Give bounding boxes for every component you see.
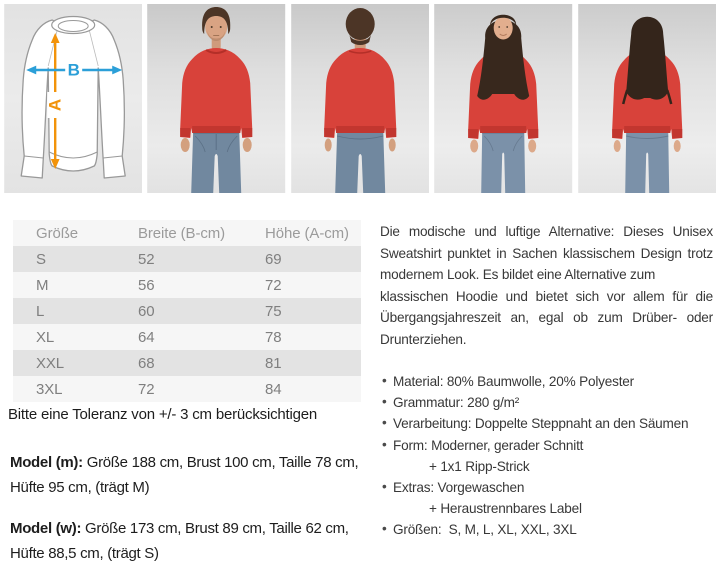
cell-width: 56 xyxy=(138,276,155,294)
male-model-back-photo xyxy=(291,4,429,193)
cell-width: 60 xyxy=(138,302,155,320)
description-line: Die modische und luftige Alternative: Dieses Unisex xyxy=(380,224,713,239)
model-male-text: Größe 188 cm, Brust 100 cm, Taille 78 cm, Hüfte 95 cm, (trägt M) xyxy=(10,454,359,496)
cell-width: 68 xyxy=(138,354,155,372)
male-back-figure xyxy=(291,4,429,193)
product-description xyxy=(380,221,713,541)
female-back-figure xyxy=(578,4,716,193)
model-female-text: Größe 173 cm, Brust 89 cm, Taille 62 cm, Hüfte 88,5 cm, (trägt S) xyxy=(10,520,349,562)
sweatshirt-front xyxy=(181,48,253,138)
cell-height: 78 xyxy=(265,328,282,346)
table-row xyxy=(13,324,361,350)
cell-width: 72 xyxy=(138,380,155,398)
table-row xyxy=(13,298,361,324)
cell-size: S xyxy=(36,250,46,268)
feature-list xyxy=(380,371,713,541)
description-line: modernem Look. Es bildet eine Alternative zum xyxy=(380,267,656,282)
cell-height: 72 xyxy=(265,276,282,294)
cell-size: M xyxy=(36,276,49,294)
col-header-size: Größe xyxy=(36,224,79,242)
feature-extras: • Extras: Vorgewaschen xyxy=(380,477,713,498)
male-model-front-photo xyxy=(147,4,285,193)
height-arrow-label: A xyxy=(45,98,65,112)
table-row xyxy=(13,272,361,298)
female-model-front-photo xyxy=(434,4,572,193)
sweatshirt-outline xyxy=(21,20,125,178)
feature-extras-extra: + Heraustrennbares Label xyxy=(429,501,582,517)
cell-size: 3XL xyxy=(36,380,63,398)
col-header-width: Breite (B-cm) xyxy=(138,224,226,242)
female-model-back-photo xyxy=(578,4,716,193)
table-row xyxy=(13,376,361,402)
feature-grammage: • Grammatur: 280 g/m² xyxy=(380,392,713,413)
cell-size: L xyxy=(36,302,45,320)
cell-size: XL xyxy=(36,328,55,346)
description-line: Sweatshirt punktet in Sachen klassischem Design trotz xyxy=(380,245,713,261)
tolerance-note: Bitte eine Toleranz von +/- 3 cm berücksichtigen xyxy=(8,406,318,423)
size-table xyxy=(13,220,361,402)
cell-height: 69 xyxy=(265,250,282,268)
feature-workmanship: • Verarbeitung: Doppelte Steppnaht an den Säumen xyxy=(380,413,713,434)
model-female-measurements xyxy=(10,516,372,566)
col-header-height: Höhe (A-cm) xyxy=(265,224,349,242)
table-row xyxy=(13,246,361,272)
size-diagram-image xyxy=(4,4,142,193)
table-row xyxy=(13,350,361,376)
cell-height: 84 xyxy=(265,380,282,398)
description-line: Übergangsjahreszeit an, egal ob zum Drüber- oder xyxy=(380,310,713,325)
model-female-label: Model (w): xyxy=(10,520,82,537)
cell-height: 75 xyxy=(265,302,282,320)
feature-sizes: • Größen: S, M, L, XL, XXL, 3XL xyxy=(380,519,713,540)
cell-width: 64 xyxy=(138,328,155,346)
width-arrow-label: B xyxy=(67,60,80,80)
feature-form-extra: + 1x1 Ripp-Strick xyxy=(429,458,530,474)
size-table-header xyxy=(13,220,361,246)
description-line: klassischen Hoodie und bietet sich vor allem für die xyxy=(380,288,713,304)
sweatshirt-back xyxy=(324,48,396,138)
male-front-figure xyxy=(147,4,285,193)
model-male-measurements xyxy=(10,450,372,500)
feature-form: • Form: Moderner, gerader Schnitt xyxy=(380,435,713,456)
sweatshirt-measurement-diagram xyxy=(4,4,142,193)
cell-height: 81 xyxy=(265,354,282,372)
description-line: Drunterziehen. xyxy=(380,331,467,347)
cell-width: 52 xyxy=(138,250,155,268)
female-front-figure xyxy=(434,4,572,193)
feature-material: • Material: 80% Baumwolle, 20% Polyester xyxy=(380,371,713,392)
product-image-strip xyxy=(4,4,716,193)
cell-size: XXL xyxy=(36,354,65,372)
model-male-label: Model (m): xyxy=(10,454,83,471)
